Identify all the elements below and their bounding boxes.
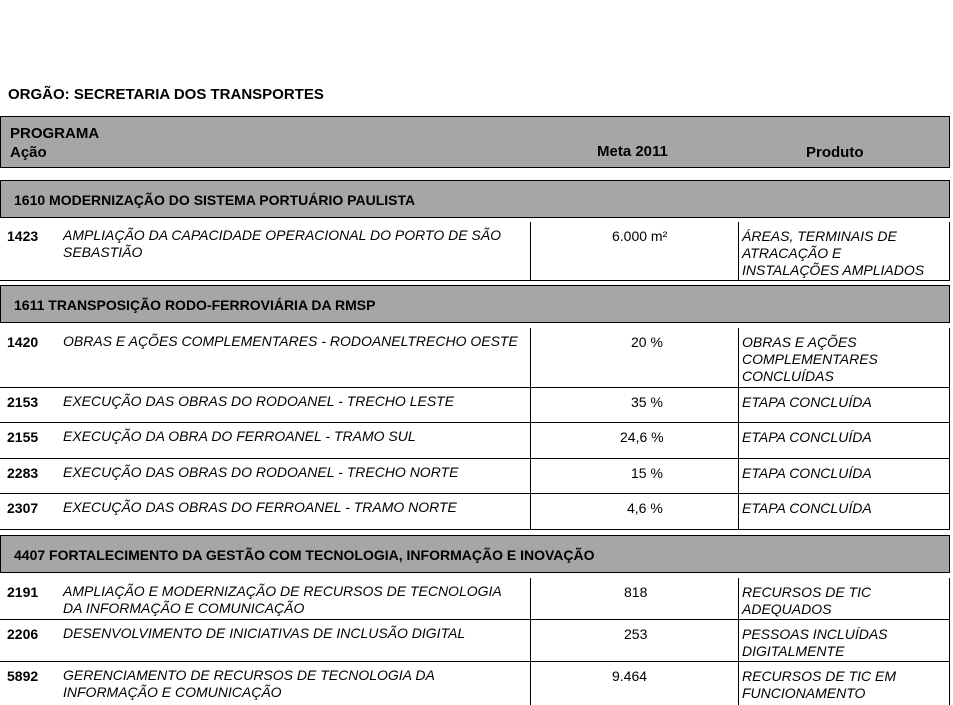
row-meta: 15 %	[631, 465, 663, 481]
row-acao: AMPLIAÇÃO E MODERNIZAÇÃO DE RECURSOS DE TECNOLOGIA DA INFORMAÇÃO E COMUNICAÇÃO	[63, 583, 502, 616]
row-acao: AMPLIAÇÃO DA CAPACIDADE OPERACIONAL DO PORTO DE SÃO SEBASTIÃO	[63, 227, 501, 260]
row-produto: ETAPA CONCLUÍDA	[742, 429, 872, 445]
header-produto: Produto	[806, 144, 864, 161]
row-acao: DESENVOLVIMENTO DE INICIATIVAS DE INCLUSÃO DIGITAL	[63, 625, 466, 641]
header-meta: Meta 2011	[597, 143, 668, 160]
row-code: 2206	[7, 626, 39, 642]
row-acao: GERENCIAMENTO DE RECURSOS DE TECNOLOGIA DA INFORMAÇÃO E COMUNICAÇÃO	[63, 667, 435, 700]
row-code: 2155	[7, 429, 39, 445]
table-row	[0, 328, 950, 388]
table-row	[0, 620, 950, 662]
program-bar	[0, 535, 950, 573]
row-produto: PESSOAS INCLUÍDAS DIGITALMENTE	[742, 626, 888, 659]
table-row	[0, 459, 950, 494]
row-acao: EXECUÇÃO DA OBRA DO FERROANEL - TRAMO SUL	[63, 428, 416, 444]
row-meta: 253	[624, 626, 648, 642]
row-meta: 6.000 m²	[612, 228, 668, 244]
table-row	[0, 222, 950, 281]
row-code: 2191	[7, 584, 39, 600]
row-code: 1423	[7, 228, 39, 244]
row-acao: EXECUÇÃO DAS OBRAS DO RODOANEL - TRECHO NORTE	[63, 464, 459, 480]
table-row	[0, 662, 950, 705]
program-label: 1611 TRANSPOSIÇÃO RODO-FERROVIÁRIA DA RMSP	[14, 297, 376, 313]
table-row	[0, 388, 950, 423]
table-row	[0, 578, 950, 620]
table-header	[0, 116, 950, 168]
table-row	[0, 423, 950, 459]
row-produto: ETAPA CONCLUÍDA	[742, 465, 872, 481]
orgao-title: ORGÃO: SECRETARIA DOS TRANSPORTES	[8, 86, 324, 103]
row-meta: 35 %	[631, 394, 663, 410]
row-code: 5892	[7, 668, 39, 684]
program-bar	[0, 180, 950, 218]
row-produto: OBRAS E AÇÕES COMPLEMENTARES CONCLUÍDAS	[742, 334, 878, 384]
row-meta: 20 %	[631, 334, 663, 350]
row-acao: EXECUÇÃO DAS OBRAS DO FERROANEL - TRAMO NORTE	[63, 499, 457, 515]
row-acao: EXECUÇÃO DAS OBRAS DO RODOANEL - TRECHO LESTE	[63, 393, 455, 409]
row-meta: 9.464	[612, 668, 648, 684]
row-code: 2307	[7, 500, 39, 516]
row-produto: RECURSOS DE TIC EM FUNCIONAMENTO	[742, 668, 897, 701]
program-label: 4407 FORTALECIMENTO DA GESTÃO COM TECNOLOGIA, INFORMAÇÃO E INOVAÇÃO	[14, 547, 595, 563]
row-produto: ETAPA CONCLUÍDA	[742, 500, 872, 516]
row-code: 1420	[7, 334, 39, 350]
table-row	[0, 494, 950, 530]
row-code: 2153	[7, 394, 39, 410]
program-label: 1610 MODERNIZAÇÃO DO SISTEMA PORTUÁRIO PAULISTA	[14, 192, 416, 208]
row-produto: RECURSOS DE TIC ADEQUADOS	[742, 584, 872, 617]
program-bar	[0, 285, 950, 323]
row-meta: 4,6 %	[627, 500, 663, 516]
row-produto: ETAPA CONCLUÍDA	[742, 394, 872, 410]
header-programa: PROGRAMA	[10, 125, 100, 142]
row-code: 2283	[7, 465, 39, 481]
header-programa-acao	[10, 124, 99, 162]
header-acao: Ação	[10, 144, 47, 161]
row-produto: ÁREAS, TERMINAIS DE ATRACAÇÃO E INSTALAÇÕES AMPLIADOS	[742, 228, 925, 278]
row-acao: OBRAS E AÇÕES COMPLEMENTARES - RODOANELTRECHO OESTE	[63, 333, 518, 349]
row-meta: 818	[624, 584, 648, 600]
row-meta: 24,6 %	[620, 429, 664, 445]
